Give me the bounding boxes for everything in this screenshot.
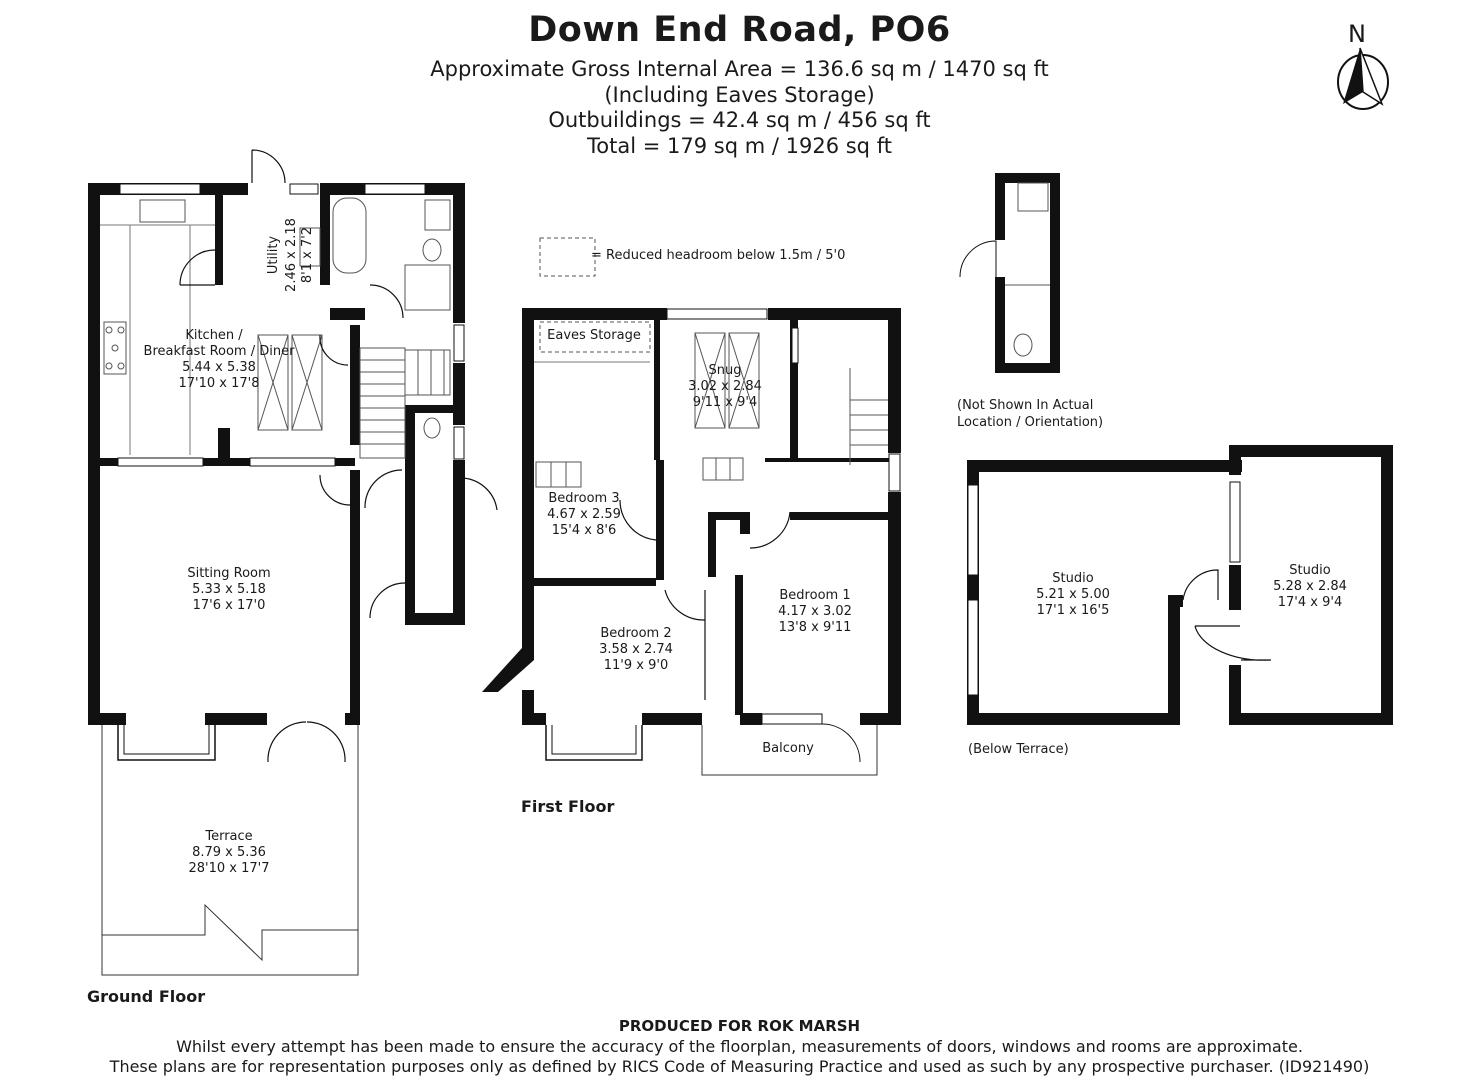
produced-for-label: PRODUCED FOR ROK MARSH (618, 1017, 861, 1035)
area-line-4: Total = 179 sq m / 1926 sq ft (587, 134, 892, 158)
outbuilding-note-1: (Not Shown In Actual (957, 398, 1094, 413)
utility-name: Utility (266, 235, 281, 275)
bedroom-1-imperial: 13'8 x 9'11 (778, 620, 852, 635)
ground-floor-plan (87, 150, 497, 1006)
outbuilding-note-2: Location / Orientation) (957, 415, 1104, 430)
studio-1-imperial: 17'1 x 16'5 (1036, 603, 1110, 618)
snug-name: Snug (708, 363, 742, 378)
first-floor-label: First Floor (521, 797, 615, 816)
kitchen-metric: 5.44 x 5.38 (182, 360, 256, 375)
sitting-room-imperial: 17'6 x 17'0 (192, 598, 266, 613)
terrace-metric: 8.79 x 5.36 (192, 845, 266, 860)
eaves-storage-label: Eaves Storage (547, 328, 641, 343)
kitchen-name-2: Breakfast Room / Diner (143, 344, 295, 359)
studio-1-metric: 5.21 x 5.00 (1036, 587, 1110, 602)
disclaimer-line-2: These plans are for representation purposes only as defined by RICS Code of Measuring Practice and used as such by any prospective purchaser. (ID921490) (109, 1057, 1370, 1076)
disclaimer-line-1: Whilst every attempt has been made to ensure the accuracy of the floorplan, measurements of doors, windows and rooms are approximate. (176, 1037, 1303, 1056)
bedroom-2-name: Bedroom 2 (600, 626, 672, 641)
bedroom-1-metric: 4.17 x 3.02 (778, 604, 852, 619)
area-line-1: Approximate Gross Internal Area = 136.6 sq m / 1470 sq ft (430, 57, 1049, 81)
studio-2-metric: 5.28 x 2.84 (1273, 579, 1347, 594)
plan-title: Down End Road, PO6 (528, 10, 951, 50)
headroom-legend (540, 238, 845, 276)
below-terrace-note: (Below Terrace) (968, 742, 1069, 757)
studio-2-imperial: 17'4 x 9'4 (1277, 595, 1343, 610)
snug-imperial: 9'11 x 9'4 (692, 395, 758, 410)
bedroom-2-imperial: 11'9 x 9'0 (603, 658, 669, 673)
sitting-room-name: Sitting Room (187, 566, 271, 581)
compass-north-label: N (1348, 20, 1366, 48)
bedroom-3-metric: 4.67 x 2.59 (547, 507, 621, 522)
legend-text: = Reduced headroom below 1.5m / 5'0 (591, 248, 846, 263)
bedroom-2-metric: 3.58 x 2.74 (599, 642, 673, 657)
studio-1-name: Studio (1052, 571, 1094, 586)
first-floor-plan (482, 308, 901, 816)
utility-imperial: 8'1 x 7'2 (300, 226, 315, 284)
bedroom-3-name: Bedroom 3 (548, 491, 620, 506)
ground-floor-label: Ground Floor (87, 987, 206, 1006)
terrace-name: Terrace (205, 829, 253, 844)
kitchen-imperial: 17'10 x 17'8 (178, 376, 260, 391)
compass-icon (1338, 20, 1388, 109)
snug-metric: 3.02 x 2.84 (688, 379, 762, 394)
terrace-imperial: 28'10 x 17'7 (188, 861, 270, 876)
utility-metric: 2.46 x 2.18 (284, 218, 299, 292)
kitchen-name-1: Kitchen / (185, 328, 243, 343)
area-line-3: Outbuildings = 42.4 sq m / 456 sq ft (548, 108, 931, 132)
bedroom-1-name: Bedroom 1 (779, 588, 851, 603)
balcony-label: Balcony (762, 741, 814, 756)
bedroom-3-imperial: 15'4 x 8'6 (551, 523, 617, 538)
outbuildings-plan (957, 173, 1393, 757)
studio-2-name: Studio (1289, 563, 1331, 578)
sitting-room-metric: 5.33 x 5.18 (192, 582, 266, 597)
area-line-2: (Including Eaves Storage) (604, 83, 875, 107)
